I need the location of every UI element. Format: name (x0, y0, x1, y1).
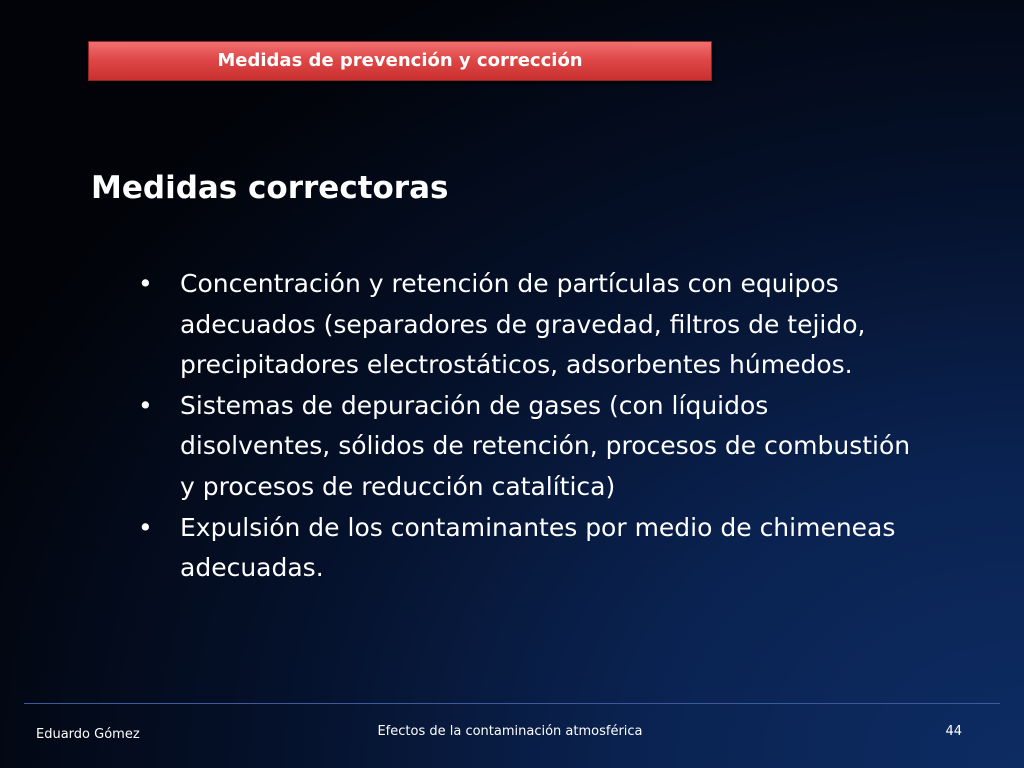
bullet-text: Sistemas de depuración de gases (con líquidos disolventes, sólidos de retención, procesos de combustión y procesos de reducción catalítica) (180, 390, 911, 501)
bullet-marker: • (138, 512, 153, 542)
page-number: 44 (945, 724, 962, 739)
bullet-text: Concentración y retención de partículas con equipos adecuados (separadores de gravedad, filtros de tejido, precipitadores electrostáticos, adsorbentes húmedos. (180, 269, 866, 380)
banner-title: Medidas de prevención y corrección (217, 50, 583, 71)
bullet-marker: • (138, 390, 153, 420)
footer-title: Efectos de la contaminación atmosférica (377, 724, 643, 739)
bullet-text: Expulsión de los contaminantes por medio de chimeneas adecuadas. (180, 512, 896, 583)
bullet-marker: • (138, 269, 153, 298)
title-banner (88, 41, 712, 81)
bullet-item-particles (138, 264, 918, 386)
slide-heading: Medidas correctoras (91, 170, 449, 206)
footer-divider (24, 703, 1000, 704)
bullet-item-gases (138, 386, 918, 508)
footer-author: Eduardo Gómez (36, 727, 140, 742)
bullet-list (138, 264, 918, 589)
bullet-item-chimneys (138, 508, 918, 589)
